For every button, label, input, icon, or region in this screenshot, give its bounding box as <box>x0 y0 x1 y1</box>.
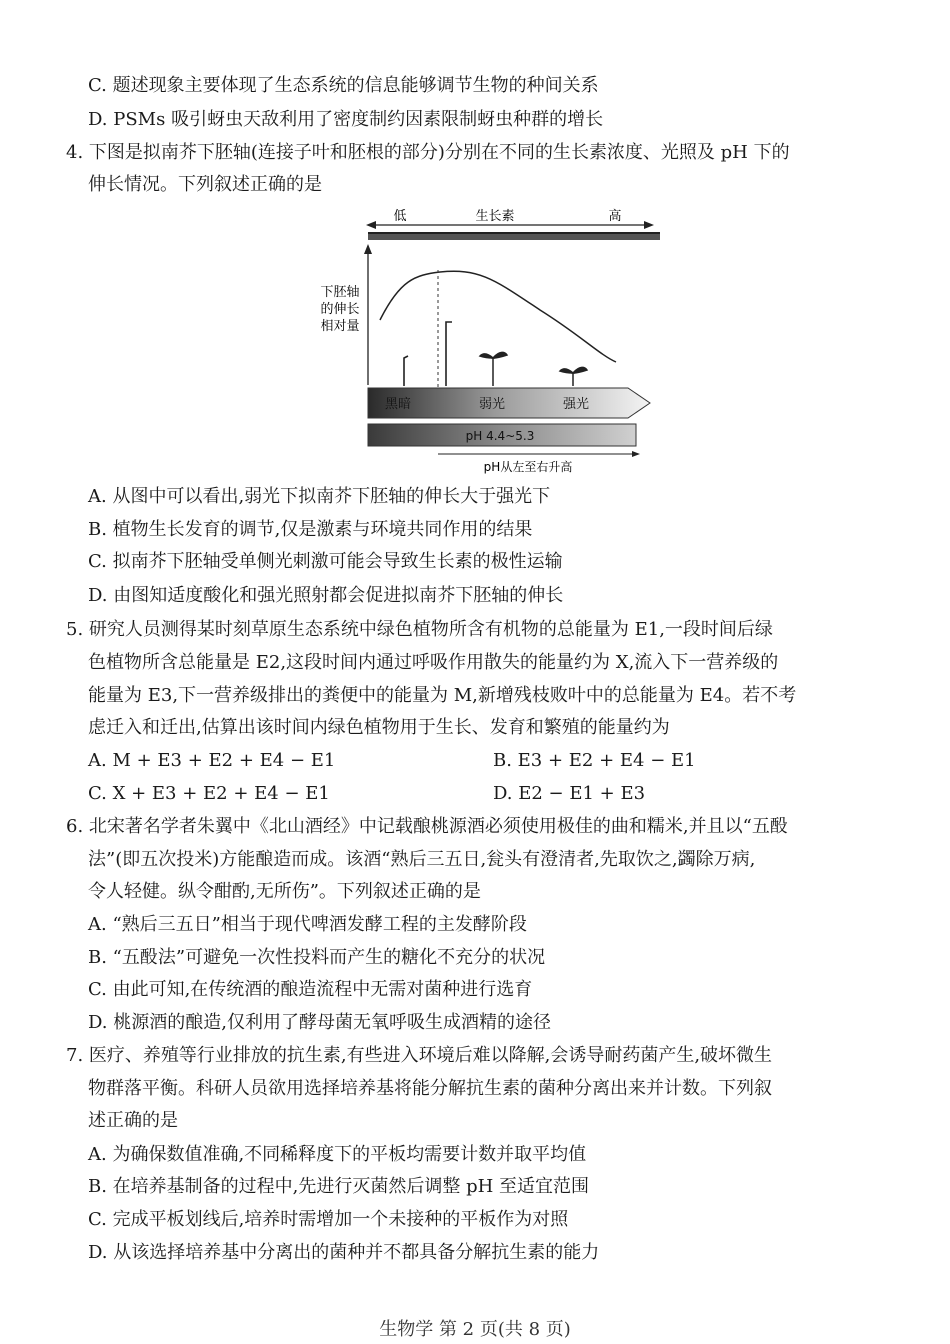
q4-option-a: A. 从图中可以看出,弱光下拟南芥下胚轴的伸长大于强光下 <box>88 486 551 507</box>
ylabel-line-1: 下胚轴 <box>320 285 360 300</box>
q4-stem-line-2: 伸长情况。下列叙述正确的是 <box>88 174 322 195</box>
q6-option-c: C. 由此可知,在传统酒的酿造流程中无需对菌种进行选育 <box>88 979 533 1000</box>
auxin-arrow-right-head <box>644 221 654 229</box>
q7-option-d: D. 从该选择培养基中分离出的菌种并不都具备分解抗生素的能力 <box>88 1242 600 1263</box>
q5-option-d: D. E2 − E1 + E3 <box>493 783 646 804</box>
auxin-low-label: 低 <box>393 209 407 224</box>
q5-option-a: A. M + E3 + E2 + E4 − E1 <box>88 750 336 771</box>
ph-direction-label: pH从左至右升高 <box>483 460 573 474</box>
q5-option-b: B. E3 + E2 + E4 − E1 <box>493 750 696 771</box>
seedling-dark-icon <box>404 356 408 386</box>
q7-option-b: B. 在培养基制备的过程中,先进行灭菌然后调整 pH 至适宜范围 <box>88 1176 590 1197</box>
q4-option-b: B. 植物生长发育的调节,仅是激素与环境共同作用的结果 <box>88 519 533 540</box>
auxin-high-label: 高 <box>608 209 622 224</box>
ylabel-line-3: 相对量 <box>320 319 360 334</box>
y-axis-arrow <box>364 244 372 254</box>
q5-option-c: C. X + E3 + E2 + E4 − E1 <box>88 783 330 804</box>
light-weak-label: 弱光 <box>478 397 506 412</box>
q6-option-a: A. “熟后三五日”相当于现代啤酒发酵工程的主发酵阶段 <box>88 914 527 935</box>
page-footer: 生物学 第 2 页(共 8 页) <box>379 1319 571 1340</box>
q7-option-c: C. 完成平板划线后,培养时需增加一个未接种的平板作为对照 <box>88 1209 569 1230</box>
q4-option-d: D. 由图知适度酸化和强光照射都会促进拟南芥下胚轴的伸长 <box>88 585 564 606</box>
seedling-weak-light-icon <box>480 352 507 386</box>
q4-option-c: C. 拟南芥下胚轴受单侧光刺激可能会导致生长素的极性运输 <box>88 551 563 572</box>
q5-stem-line-1: 5. 研究人员测得某时刻草原生态系统中绿色植物所含有机物的总能量为 E1,一段时间后绿 <box>66 619 773 640</box>
seedling-dark-tall-icon <box>446 322 452 386</box>
q3-option-d: D. PSMs 吸引蚜虫天敌利用了密度制约因素限制蚜虫种群的增长 <box>88 109 604 130</box>
q7-stem-line-3: 述正确的是 <box>88 1110 178 1131</box>
auxin-label: 生长素 <box>475 209 515 224</box>
light-dark-label: 黑暗 <box>384 397 412 412</box>
q5-stem-line-4: 虑迁入和迁出,估算出该时间内绿色植物用于生长、发育和繁殖的能量约为 <box>88 717 670 738</box>
q7-option-a: A. 为确保数值准确,不同稀释度下的平板均需要计数并取平均值 <box>88 1144 587 1165</box>
q6-stem-line-2: 法”(即五次投米)方能酿造而成。该酒“熟后三五日,瓮头有澄清者,先取饮之,蠲除万病, <box>88 849 756 870</box>
elongation-curve <box>380 271 616 362</box>
q7-stem-line-1: 7. 医疗、养殖等行业排放的抗生素,有些进入环境后难以降解,会诱导耐药菌产生,破坏微生 <box>66 1045 773 1066</box>
ph-range-label: pH 4.4~5.3 <box>465 429 535 443</box>
q6-stem-line-3: 令人轻健。纵令酣酌,无所伤”。下列叙述正确的是 <box>88 881 481 902</box>
ph-direction-arrow <box>632 451 640 457</box>
hypocotyl-figure <box>310 200 660 480</box>
q7-stem-line-2: 物群落平衡。科研人员欲用选择培养基将能分解抗生素的菌种分离出来并计数。下列叙 <box>88 1078 772 1099</box>
ylabel-line-2: 的伸长 <box>320 302 360 317</box>
q4-stem-line-1: 4. 下图是拟南芥下胚轴(连接子叶和胚根的部分)分别在不同的生长素浓度、光照及 pH 下的 <box>66 142 790 163</box>
auxin-arrow-left-head <box>366 221 376 229</box>
q5-stem-line-3: 能量为 E3,下一营养级排出的粪便中的能量为 M,新增残枝败叶中的总能量为 E4。若不考 <box>88 685 797 706</box>
light-strong-label: 强光 <box>562 397 590 412</box>
q5-stem-line-2: 色植物所含总能量是 E2,这段时间内通过呼吸作用散失的能量约为 X,流入下一营养级的 <box>88 652 779 673</box>
seedling-strong-light-icon <box>560 367 587 386</box>
q6-option-b: B. “五酘法”可避免一次性投料而产生的糖化不充分的状况 <box>88 947 546 968</box>
q3-option-c: C. 题述现象主要体现了生态系统的信息能够调节生物的种间关系 <box>88 75 599 96</box>
q6-stem-line-1: 6. 北宋著名学者朱翼中《北山酒经》中记载酿桃源酒必须使用极佳的曲和糯米,并且以“五酘 <box>66 816 788 837</box>
q6-option-d: D. 桃源酒的酿造,仅利用了酵母菌无氧呼吸生成酒精的途径 <box>88 1012 551 1033</box>
